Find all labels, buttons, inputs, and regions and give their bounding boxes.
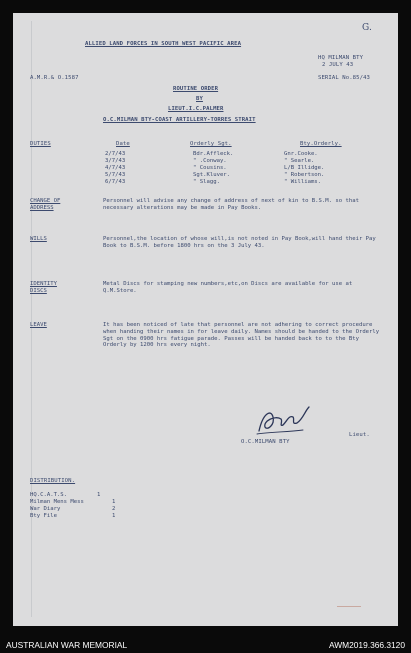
section-text-wills: Personnel,the location of whose will,is not noted in Pay Book,will hand their Pay Book to B.S.M. before 1800 hrs on the 3 July 43. — [103, 236, 376, 249]
section-label-wills: WILLS — [30, 236, 47, 242]
section-text-change-of-address: Personnel will advise any change of address of next of kin to B.S.M. so that necessary alterations may be made in Pay Books. — [103, 198, 359, 211]
header-title: ALLIED LAND FORCES IN SOUTH WEST PACIFIC AREA — [85, 41, 242, 47]
duty-date: 6/7/43 — [105, 179, 126, 185]
distribution-heading: DISTRIBUTION. — [30, 478, 76, 484]
hq-line: HQ MILMAN BTY — [318, 55, 364, 61]
section-text-identity-discs: Metal Discs for stamping new numbers,etc,on Discs are available for use at Q.M.Store. — [103, 281, 353, 294]
duty-bty-orderly: " Searle. — [284, 158, 315, 164]
distribution-item-qty: 1 — [97, 492, 101, 498]
duties-col-orderly-sgt: Orderly Sgt. — [190, 141, 232, 147]
distribution-item-name: Milman Mens Mess — [30, 499, 84, 505]
duty-orderly-sgt: Bdr.Affleck. — [193, 151, 234, 157]
title-unit: O.C.MILMAN BTY-COAST ARTILLERY-TORRES STRAIT — [103, 117, 256, 123]
duty-orderly-sgt: " Slagg. — [193, 179, 220, 185]
distribution-item-name: HQ.C.A.T.S. — [30, 492, 68, 498]
duty-bty-orderly: Gnr.Cooke. — [284, 151, 318, 157]
signature-mark — [253, 401, 313, 441]
corner-mark: G. — [362, 23, 372, 33]
document-page — [13, 13, 398, 626]
section-label-change-of-address: CHANGE OF ADDRESS — [30, 198, 61, 211]
duty-date: 4/7/43 — [105, 165, 126, 171]
signature-rank: Lieut. — [349, 432, 370, 438]
ref-left: A.M.R.& O.1587 — [30, 75, 79, 81]
distribution-item-name: War Diary — [30, 506, 61, 512]
section-label-identity-discs: IDENTITY DISCS — [30, 281, 57, 294]
duty-orderly-sgt: " .Conway. — [193, 158, 227, 164]
duty-bty-orderly: L/B Illidge. — [284, 165, 325, 171]
signature-unit: O.C.MILMAN BTY — [241, 439, 290, 445]
duty-orderly-sgt: " Cousins. — [193, 165, 227, 171]
duty-orderly-sgt: Sgt.Kluver. — [193, 172, 231, 178]
duties-label: DUTIES — [30, 141, 51, 147]
distribution-item-name: Bty File — [30, 513, 57, 519]
duty-date: 3/7/43 — [105, 158, 126, 164]
section-label-leave: LEAVE — [30, 322, 47, 328]
distribution-item-qty: 2 — [112, 506, 116, 512]
duties-col-bty-orderly: Bty.Orderly. — [300, 141, 342, 147]
duty-bty-orderly: " Robertson. — [284, 172, 325, 178]
duties-col-date: Date — [116, 141, 130, 147]
title-officer: LIEUT.I.C.PALMER — [168, 106, 224, 112]
distribution-item-qty: 1 — [112, 499, 116, 505]
duty-date: 2/7/43 — [105, 151, 126, 157]
footer-bar — [0, 638, 411, 653]
distribution-item-qty: 1 — [112, 513, 116, 519]
title-routine-order: ROUTINE ORDER — [173, 86, 219, 92]
pencil-mark — [337, 606, 361, 607]
ref-right: SERIAL No.85/43 — [318, 75, 371, 81]
section-text-leave: It has been noticed of late that personnel are not adhering to correct procedure when handing their names in for leave daily. Names should be handed to the Orderly Sgt on the 0900 hrs fatigue parade. Passes will be handed back to to the Bty Orderly by 1200 hrs every night. — [103, 322, 380, 349]
margin-line — [31, 21, 32, 617]
date-line: 2 JULY 43 — [322, 62, 354, 68]
duty-bty-orderly: " Williams. — [284, 179, 322, 185]
footer-institution: AUSTRALIAN WAR MEMORIAL — [6, 640, 128, 650]
duty-date: 5/7/43 — [105, 172, 126, 178]
footer-accession-number: AWM2019.366.3120 — [328, 640, 405, 650]
title-by: BY — [196, 96, 203, 102]
